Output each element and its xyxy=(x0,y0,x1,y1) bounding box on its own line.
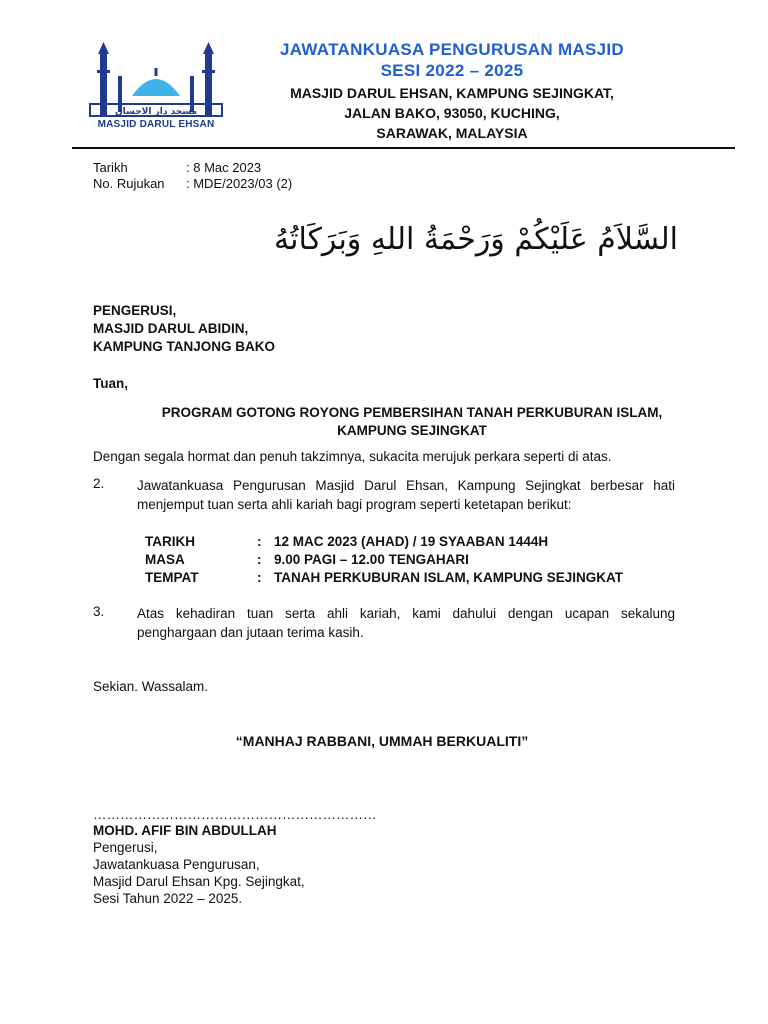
address-line-3: SARAWAK, MALAYSIA xyxy=(376,125,528,141)
detail-row-time xyxy=(145,551,469,569)
signatory-title-1: Pengerusi, xyxy=(93,840,158,855)
para-2-text: Jawatankuasa Pengurusan Masjid Darul Ehsan, Kampung Sejingkat berbesar hati menjemput tuan serta ahli kariah bagi program seperti ketetapan berikut: xyxy=(137,478,675,512)
detail-row-date xyxy=(145,533,548,551)
address-line-1: MASJID DARUL EHSAN, KAMPUNG SEJINGKAT, xyxy=(290,85,614,101)
para-3-number: 3. xyxy=(93,604,105,619)
recipient-line-3: KAMPUNG TANJONG BAKO xyxy=(93,339,275,354)
salutation: Tuan, xyxy=(93,376,128,391)
detail-separator: : xyxy=(257,570,262,585)
date-label: Tarikh xyxy=(93,160,128,175)
detail-label: MASA xyxy=(145,552,185,567)
date-value: : 8 Mac 2023 xyxy=(186,160,262,175)
para-2-number: 2. xyxy=(93,476,105,491)
subject-line-1: PROGRAM GOTONG ROYONG PEMBERSIHAN TANAH PERKUBURAN ISLAM, xyxy=(161,405,663,420)
para-3-text: Atas kehadiran tuan serta ahli kariah, kami dahului dengan ucapan sekalung penghargaan dan jutaan terima kasih. xyxy=(137,606,675,640)
reference-value: : MDE/2023/03 (2) xyxy=(186,176,293,191)
detail-value: 12 MAC 2023 (AHAD) / 19 SYAABAN 1444H xyxy=(274,534,549,549)
detail-label: TEMPAT xyxy=(145,570,199,585)
signature-dots: ……………………………………………………… xyxy=(93,807,377,822)
logo-caption: MASJID DARUL EHSAN xyxy=(97,119,215,130)
intro-paragraph: Dengan segala hormat dan penuh takzimnya, sukacita merujuk perkara seperti di atas. xyxy=(93,449,612,464)
detail-separator: : xyxy=(257,552,262,567)
date-row xyxy=(93,160,261,175)
address-line-2: JALAN BAKO, 93050, KUCHING, xyxy=(344,105,560,121)
header-divider xyxy=(72,147,735,149)
signatory-name: MOHD. AFIF BIN ABDULLAH xyxy=(93,823,277,838)
signatory-title-2: Jawatankuasa Pengurusan, xyxy=(93,857,260,872)
arabic-greeting: السَّلاَمُ عَلَيْكُمْ وَرَحْمَةُ اللهِ وَبَرَكَاتُهُ xyxy=(274,222,678,257)
recipient-line-1: PENGERUSI, xyxy=(93,303,177,318)
closing-text: Sekian. Wassalam. xyxy=(93,679,209,694)
mosque-logo-icon xyxy=(80,40,232,130)
detail-separator: : xyxy=(257,534,262,549)
subject-line-2: KAMPUNG SEJINGKAT xyxy=(337,423,487,438)
signatory-title-3: Masjid Darul Ehsan Kpg. Sejingkat, xyxy=(93,874,305,889)
org-session: SESI 2022 – 2025 xyxy=(380,61,524,80)
reference-label: No. Rujukan xyxy=(93,176,165,191)
detail-row-place xyxy=(145,569,623,587)
detail-value: 9.00 PAGI – 12.00 TENGAHARI xyxy=(274,552,469,567)
motto: “MANHAJ RABBANI, UMMAH BERKUALITI” xyxy=(235,733,529,749)
recipient-line-2: MASJID DARUL ABIDIN, xyxy=(93,321,249,336)
signatory-title-4: Sesi Tahun 2022 – 2025. xyxy=(93,891,243,906)
reference-row xyxy=(93,176,292,191)
detail-label: TARIKH xyxy=(145,534,195,549)
logo-arabic-script: مسجد دار الاحسان xyxy=(114,107,198,117)
detail-value: TANAH PERKUBURAN ISLAM, KAMPUNG SEJINGKAT xyxy=(274,570,624,585)
org-name: JAWATANKUASA PENGURUSAN MASJID xyxy=(280,40,624,59)
